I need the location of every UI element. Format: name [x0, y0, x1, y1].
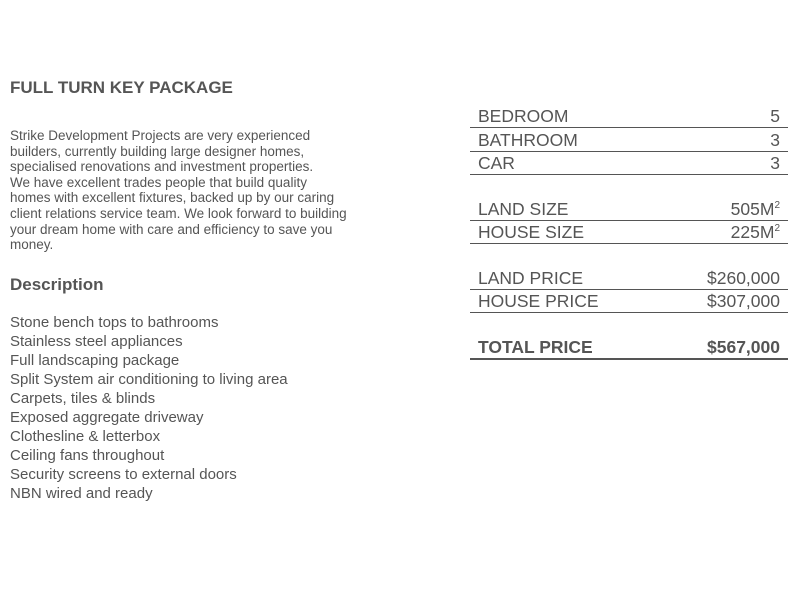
unit-superscript: 2: [774, 223, 780, 234]
spec-value: 5: [770, 106, 780, 126]
spec-label: BATHROOM: [478, 129, 578, 150]
spec-label: TOTAL PRICE: [478, 336, 593, 357]
package-title: FULL TURN KEY PACKAGE: [10, 78, 233, 97]
spec-label: HOUSE SIZE: [478, 222, 584, 242]
spec-value: 3: [770, 129, 780, 150]
feature-item: Carpets, tiles & blinds: [10, 389, 156, 407]
spec-value-number: 505M: [730, 198, 775, 219]
spec-label: HOUSE PRICE: [478, 291, 599, 311]
feature-item: Split System air conditioning to living area: [10, 370, 288, 388]
feature-item: Stainless steel appliances: [10, 332, 183, 350]
spec-row-bedroom: [470, 106, 788, 128]
feature-item: Exposed aggregate driveway: [10, 408, 204, 426]
spec-value: 3: [770, 153, 780, 173]
spec-row-land-size: [470, 199, 788, 221]
spec-value: [731, 199, 780, 220]
feature-item: Clothesline & letterbox: [10, 427, 161, 445]
spec-value: $260,000: [707, 267, 780, 288]
spacer: [470, 246, 788, 268]
spec-value: [731, 222, 780, 243]
spec-value: $567,000: [707, 336, 780, 357]
package-intro: Strike Development Projects are very experienced builders, currently building large designer homes, specialised renovations and investment properties. We have excellent trades people that build quality homes with excellent fixtures, backed up by our caring client relations service team. We look forward to building your dream home with care and efficiency to save you money.: [10, 128, 347, 253]
spacer: [470, 315, 788, 337]
unit-superscript: 2: [774, 199, 780, 211]
spec-value: $307,000: [707, 291, 780, 311]
spacer: [470, 177, 788, 199]
package-details: [10, 76, 410, 503]
spec-label: CAR: [478, 153, 515, 173]
feature-item: NBN wired and ready: [10, 484, 153, 502]
spec-value-number: 225M: [730, 222, 775, 242]
feature-item: Ceiling fans throughout: [10, 446, 165, 464]
feature-item: Security screens to external doors: [10, 465, 237, 483]
feature-item: Full landscaping package: [10, 351, 180, 369]
spec-row-house-price: [470, 291, 788, 313]
spec-row-house-size: [470, 222, 788, 244]
spec-label: LAND SIZE: [478, 198, 569, 219]
feature-item: Stone bench tops to bathrooms: [10, 313, 219, 331]
spec-label: LAND PRICE: [478, 267, 584, 288]
feature-list: [10, 313, 410, 503]
specs-table: [470, 106, 788, 361]
spec-row-total-price: [470, 337, 788, 360]
spec-row-land-price: [470, 268, 788, 290]
description-heading: Description: [10, 274, 104, 294]
spec-row-bathroom: [470, 130, 788, 152]
spec-label: BEDROOM: [478, 106, 569, 126]
spec-row-car: [470, 153, 788, 175]
